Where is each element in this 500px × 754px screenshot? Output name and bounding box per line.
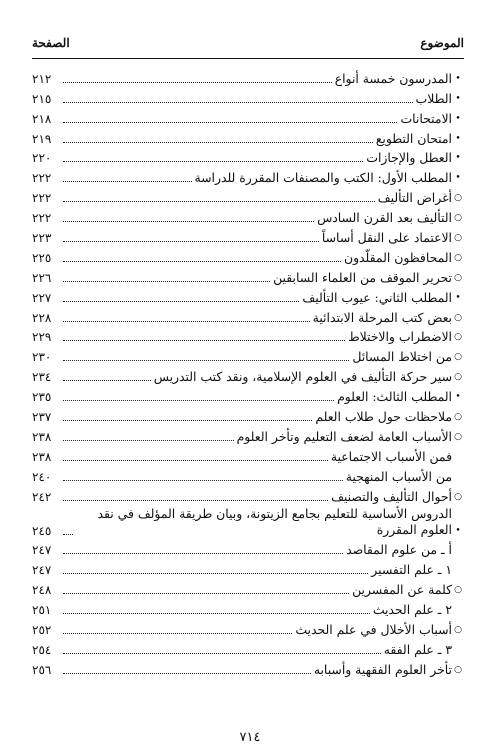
toc-entry-label: أحوال التأليف والتصنيف (331, 488, 452, 504)
toc-entry (32, 404, 464, 424)
toc-entry-page: ٢٤٧ (32, 563, 52, 578)
hollow-bullet-icon: ○ (454, 412, 462, 423)
toc-entry-page: ٢٣٨ (32, 449, 52, 464)
toc-entry (32, 597, 464, 617)
toc-entry-page: ٢٣٥ (32, 390, 52, 405)
filled-bullet-icon: • (455, 292, 461, 303)
toc-entry-label: ١ ـ علم التفسير (371, 562, 452, 578)
toc-entry (32, 577, 464, 597)
toc-entry-label: الاعتماد على النقل أساساً (321, 230, 452, 246)
toc-entry-page: ٢٣٠ (32, 350, 52, 365)
toc-entry (32, 325, 464, 345)
dot-leader (63, 573, 368, 574)
toc-entry (32, 617, 464, 637)
toc-entry-label: أسباب الأخلال في علم الحديث (295, 622, 452, 638)
toc-entry-page: ٢٢٣ (32, 231, 52, 246)
toc-entry-label: أ ـ من علوم المقاصد (346, 542, 452, 558)
hollow-bullet-icon: ○ (454, 332, 462, 343)
toc-entry (32, 364, 464, 384)
toc-entry-label: الأسباب العامة لضعف التعليم وتأخر العلوم (236, 428, 452, 444)
toc-entry-page: ٢٤٧ (32, 543, 52, 558)
toc-header (32, 36, 464, 56)
filled-bullet-icon: • (455, 133, 461, 144)
toc-entry-label: المطلب الثاني: عيوب التأليف (302, 289, 452, 305)
hollow-bullet-icon: ○ (454, 625, 462, 636)
toc-entry-label: تحرير الموقف من العلماء السابقين (273, 269, 452, 285)
toc-entry-page: ٢١٩ (32, 131, 52, 146)
hollow-bullet-icon: ○ (454, 372, 462, 383)
toc-entry-page: ٢٣٧ (32, 410, 52, 425)
toc-entry-page: ٢١٥ (32, 91, 52, 106)
hollow-bullet-icon: ○ (454, 193, 462, 204)
dot-leader (63, 82, 332, 83)
header-rule (32, 58, 464, 59)
toc-entry-label: امتحان التطويع (375, 130, 452, 146)
toc-entry-page: ٢١٢ (32, 71, 52, 86)
dot-leader (63, 301, 299, 302)
toc-entry (32, 66, 464, 86)
toc-entry-page: ٢٢٠ (32, 151, 52, 166)
toc-entry-label: أغراض التأليف (377, 190, 452, 206)
filled-bullet-icon: • (455, 93, 461, 104)
dot-leader (63, 201, 375, 202)
toc-entry-page: ٢٤٢ (32, 489, 52, 504)
toc-entry-page: ٢٥٦ (32, 662, 52, 677)
toc-entry (32, 126, 464, 146)
page-column-heading: الصفحة (32, 36, 70, 50)
toc-entry-label: من اختلاط المسائل (352, 349, 452, 365)
dot-leader (63, 122, 397, 123)
dot-leader (63, 360, 349, 361)
toc-entry (32, 165, 464, 185)
hollow-bullet-icon: ○ (454, 491, 462, 502)
toc-entry (32, 504, 464, 538)
toc-entry-page: ٢١٨ (32, 111, 52, 126)
hollow-bullet-icon: ○ (454, 664, 462, 675)
hollow-bullet-icon: ○ (454, 213, 462, 224)
dot-leader (63, 460, 328, 461)
dot-leader (63, 673, 311, 674)
toc-entry-label: الطلاب (415, 90, 452, 106)
filled-bullet-icon: • (455, 392, 461, 403)
toc-entry (32, 538, 464, 558)
toc-entry-label: كلمة عن المفسرين (352, 582, 452, 598)
toc-entry-label: ملاحظات حول طلاب العلم (315, 409, 452, 425)
dot-leader (63, 281, 270, 282)
filled-bullet-icon: • (455, 73, 461, 84)
toc-entry-label: الدروس الأساسية للتعليم بجامع الزيتونة، وبيان طريقة المؤلف في نقد العلوم المقررة (97, 505, 452, 537)
toc-entry-page: ٢٤٠ (32, 469, 52, 484)
toc-entry-label: المدرسون خمسة أنواع (334, 70, 452, 86)
toc-entry-label: تأخر العلوم الفقهية وأسبابه (313, 661, 452, 677)
toc-entry (32, 657, 464, 677)
toc-entry-label: المطلب الثالث: العلوم (337, 389, 452, 405)
toc-entry (32, 305, 464, 325)
toc-entry-page: ٢٢٢ (32, 191, 52, 206)
toc-entry (32, 484, 464, 504)
toc-entry-page: ٢٤٨ (32, 583, 52, 598)
toc-entry-label: المطلب الأول: الكتب والمصنفات المقررة للدراسة (194, 170, 452, 186)
toc-entry-label: المحافظون المقلّدون (343, 249, 452, 265)
toc-entry-page: ٢٢٧ (32, 290, 52, 305)
dot-leader (63, 221, 314, 222)
dot-leader (63, 613, 370, 614)
subject-column-heading: الموضوع (420, 36, 464, 50)
toc-entry-label: الامتحانات (400, 110, 452, 126)
toc-entry (32, 344, 464, 364)
dot-leader (63, 380, 151, 381)
toc-entry-page: ٢٥١ (32, 603, 52, 618)
toc-entry (32, 146, 464, 166)
toc-entry-page: ٢٤٥ (32, 523, 52, 538)
toc-entry (32, 86, 464, 106)
dot-leader (63, 593, 349, 594)
toc-entry (32, 637, 464, 657)
toc-entry (32, 225, 464, 245)
toc-entry-label: العطل والإجازات (366, 150, 452, 166)
hollow-bullet-icon: ○ (454, 312, 462, 323)
toc-list (32, 66, 464, 677)
hollow-bullet-icon: ○ (454, 252, 462, 263)
toc-entry (32, 464, 464, 484)
dot-leader (63, 340, 345, 341)
toc-entry-label: ٢ ـ علم الحديث (372, 602, 452, 618)
toc-entry-page: ٢٢٨ (32, 310, 52, 325)
toc-entry-page: ٢٣٨ (32, 429, 52, 444)
toc-entry-page: ٢٢٩ (32, 330, 52, 345)
dot-leader (63, 321, 310, 322)
hollow-bullet-icon: ○ (454, 352, 462, 363)
toc-entry (32, 106, 464, 126)
dot-leader (63, 142, 373, 143)
toc-entry (32, 185, 464, 205)
dot-leader (63, 161, 363, 162)
hollow-bullet-icon: ○ (454, 272, 462, 283)
toc-entry (32, 557, 464, 577)
toc-entry-label: بعض كتب المرحلة الابتدائية (312, 309, 452, 325)
dot-leader (63, 102, 413, 103)
toc-entry-page: ٢٢٢ (32, 211, 52, 226)
hollow-bullet-icon: ○ (454, 431, 462, 442)
dot-leader (63, 480, 343, 481)
toc-entry-label: من الأسباب المنهجية (345, 468, 452, 484)
dot-leader (63, 440, 234, 441)
page-number: ٧١٤ (239, 730, 261, 745)
dot-leader (63, 553, 343, 554)
filled-bullet-icon: • (455, 113, 461, 124)
dot-leader (63, 420, 312, 421)
toc-entry-page: ٢٥٢ (32, 623, 52, 638)
toc-entry-page: ٢٢٥ (32, 250, 52, 265)
dot-leader (63, 261, 341, 262)
hollow-bullet-icon: ○ (454, 585, 462, 596)
toc-entry (32, 245, 464, 265)
toc-entry (32, 265, 464, 285)
toc-entry (32, 384, 464, 404)
toc-entry-page: ٢٢٢ (32, 171, 52, 186)
filled-bullet-icon: • (455, 173, 461, 184)
toc-entry-label: سير حركة التأليف في العلوم الإسلامية، ونقد كتب التدريس (153, 369, 452, 385)
dot-leader (63, 534, 73, 535)
dot-leader (63, 241, 319, 242)
toc-entry (32, 205, 464, 225)
hollow-bullet-icon: ○ (454, 233, 462, 244)
toc-entry-label: ٣ ـ علم الفقه (383, 641, 452, 657)
dot-leader (63, 500, 328, 501)
dot-leader (63, 181, 192, 182)
toc-entry-page: ٢٥٤ (32, 642, 52, 657)
toc-entry-label: فمن الأسباب الاجتماعية (330, 448, 452, 464)
dot-leader (63, 653, 381, 654)
toc-entry (32, 285, 464, 305)
toc-entry-label: الاضطراب والاختلاط (348, 329, 452, 345)
dot-leader (63, 400, 334, 401)
toc-entry-page: ٢٢٦ (32, 270, 52, 285)
toc-entry-page: ٢٣٤ (32, 370, 52, 385)
toc-entry (32, 444, 464, 464)
filled-bullet-icon: • (455, 153, 461, 164)
toc-entry-label: التأليف بعد القرن السادس (317, 210, 452, 226)
dot-leader (63, 633, 292, 634)
filled-bullet-icon: • (455, 525, 461, 536)
toc-entry (32, 424, 464, 444)
